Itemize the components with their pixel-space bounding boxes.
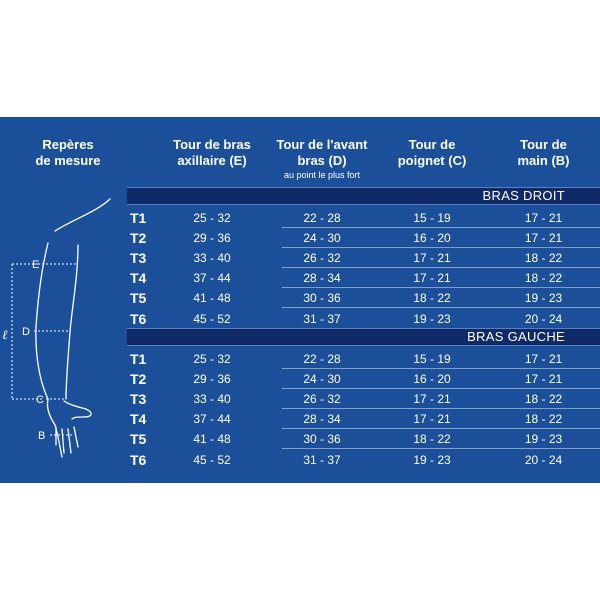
table-cell: 18 - 22	[524, 412, 563, 427]
column-header-wrist-line2: poignet (C)	[397, 153, 467, 168]
column-header-forearm	[267, 137, 377, 181]
column-header-hand-line2: main (B)	[517, 153, 570, 168]
section-band-left-arm	[127, 328, 600, 346]
table-row	[127, 429, 600, 449]
measure-points-line2: de mesure	[35, 153, 101, 168]
table-cell: 18 - 22	[413, 291, 451, 306]
table-cell: 30 - 36	[303, 291, 341, 306]
table-cell: 26 - 32	[303, 251, 341, 266]
table-row	[127, 268, 600, 288]
table-cell: 41 - 48	[193, 291, 231, 306]
section-title-left-arm: BRAS GAUCHE	[467, 329, 565, 344]
size-label: T3	[130, 391, 147, 408]
table-cell: 18 - 22	[413, 432, 451, 447]
table-row	[127, 369, 600, 389]
size-label: T5	[130, 290, 147, 307]
table-cell: 15 - 19	[413, 352, 451, 366]
table-cell: 30 - 36	[303, 432, 341, 447]
table-cell: 17 - 21	[524, 352, 563, 366]
table-cell: 29 - 36	[193, 231, 231, 246]
table-row	[127, 248, 600, 268]
table-cell: 20 - 24	[524, 311, 563, 326]
size-label: T5	[130, 431, 147, 448]
column-header-arm-line1: Tour de bras	[173, 137, 251, 152]
table-cell: 17 - 21	[524, 211, 563, 225]
table-cell: 17 - 21	[413, 412, 451, 427]
table-cell: 29 - 36	[193, 372, 231, 387]
column-header-wrist	[377, 137, 487, 169]
table-cell: 33 - 40	[193, 251, 231, 266]
table-cell: 37 - 44	[193, 271, 231, 286]
table-cell: 20 - 24	[524, 452, 563, 467]
arm-outline-inner	[66, 245, 78, 399]
table-cell: 45 - 52	[193, 452, 231, 467]
size-label: T2	[130, 230, 147, 247]
table-row	[127, 450, 600, 470]
table-row	[127, 208, 600, 228]
table-cell: 16 - 20	[413, 231, 451, 246]
table-cell: 18 - 22	[524, 392, 563, 407]
table-cell: 31 - 37	[303, 311, 341, 326]
section-band-right-arm	[127, 187, 600, 205]
table-cell: 19 - 23	[524, 291, 563, 306]
table-cell: 45 - 52	[193, 311, 231, 326]
table-cell: 16 - 20	[413, 372, 451, 387]
point-label-d: D	[22, 326, 30, 338]
table-row	[127, 389, 600, 409]
table-cell: 28 - 34	[303, 412, 341, 427]
table-row	[127, 409, 600, 429]
table-cell: 17 - 21	[413, 271, 451, 286]
table-row	[127, 349, 600, 369]
table-cell: 25 - 32	[193, 352, 231, 366]
arm-diagram	[0, 117, 128, 483]
table-cell: 25 - 32	[193, 211, 231, 225]
column-header-forearm-line1: Tour de l'avant	[276, 137, 368, 152]
table-cell: 18 - 22	[524, 271, 563, 286]
table-cell: 15 - 19	[413, 211, 451, 225]
table-cell: 17 - 21	[524, 231, 563, 246]
table-cell: 17 - 21	[413, 251, 451, 266]
hand-outline	[47, 399, 91, 457]
size-label: T6	[130, 310, 147, 327]
table-cell: 37 - 44	[193, 412, 231, 427]
size-label: T1	[130, 351, 147, 367]
size-label: T6	[130, 451, 147, 468]
table-cell: 41 - 48	[193, 432, 231, 447]
column-header-forearm-line2: bras (D)	[297, 153, 347, 168]
table-cell: 19 - 23	[413, 452, 451, 467]
table-cell: 19 - 23	[413, 311, 451, 326]
table-cell: 24 - 30	[303, 372, 341, 387]
table-cell: 18 - 22	[524, 251, 563, 266]
size-label: T4	[130, 411, 147, 428]
size-label: T2	[130, 371, 147, 388]
size-label: T1	[130, 210, 147, 226]
table-cell: 33 - 40	[193, 392, 231, 407]
length-label: ℓ	[2, 327, 8, 342]
table-cell: 17 - 21	[524, 372, 563, 387]
table-cell: 22 - 28	[303, 211, 341, 225]
size-label: T3	[130, 250, 147, 267]
column-header-hand	[487, 137, 600, 169]
table-cell: 19 - 23	[524, 432, 563, 447]
table-row	[127, 228, 600, 248]
size-label: T4	[130, 270, 147, 287]
table-cell: 31 - 37	[303, 452, 341, 467]
point-label-e: E	[32, 259, 40, 271]
arm-outline-shoulder	[55, 199, 110, 231]
table-row	[127, 309, 600, 329]
column-header-forearm-sub: au point le plus fort	[283, 170, 361, 180]
column-header-hand-line1: Tour de	[520, 137, 567, 152]
point-label-c: C	[36, 394, 44, 406]
point-label-b: B	[38, 430, 46, 442]
table-cell: 22 - 28	[303, 352, 341, 366]
section-title-right-arm: BRAS DROIT	[482, 188, 565, 203]
measure-points-line1: Repères	[42, 137, 94, 152]
table-cell: 26 - 32	[303, 392, 341, 407]
column-header-arm	[157, 137, 267, 169]
table-cell: 17 - 21	[413, 392, 451, 407]
table-row	[127, 288, 600, 308]
table-cell: 24 - 30	[303, 231, 341, 246]
table-cell: 28 - 34	[303, 271, 341, 286]
column-header-wrist-line1: Tour de	[408, 137, 456, 152]
column-header-arm-line2: axillaire (E)	[177, 153, 247, 168]
